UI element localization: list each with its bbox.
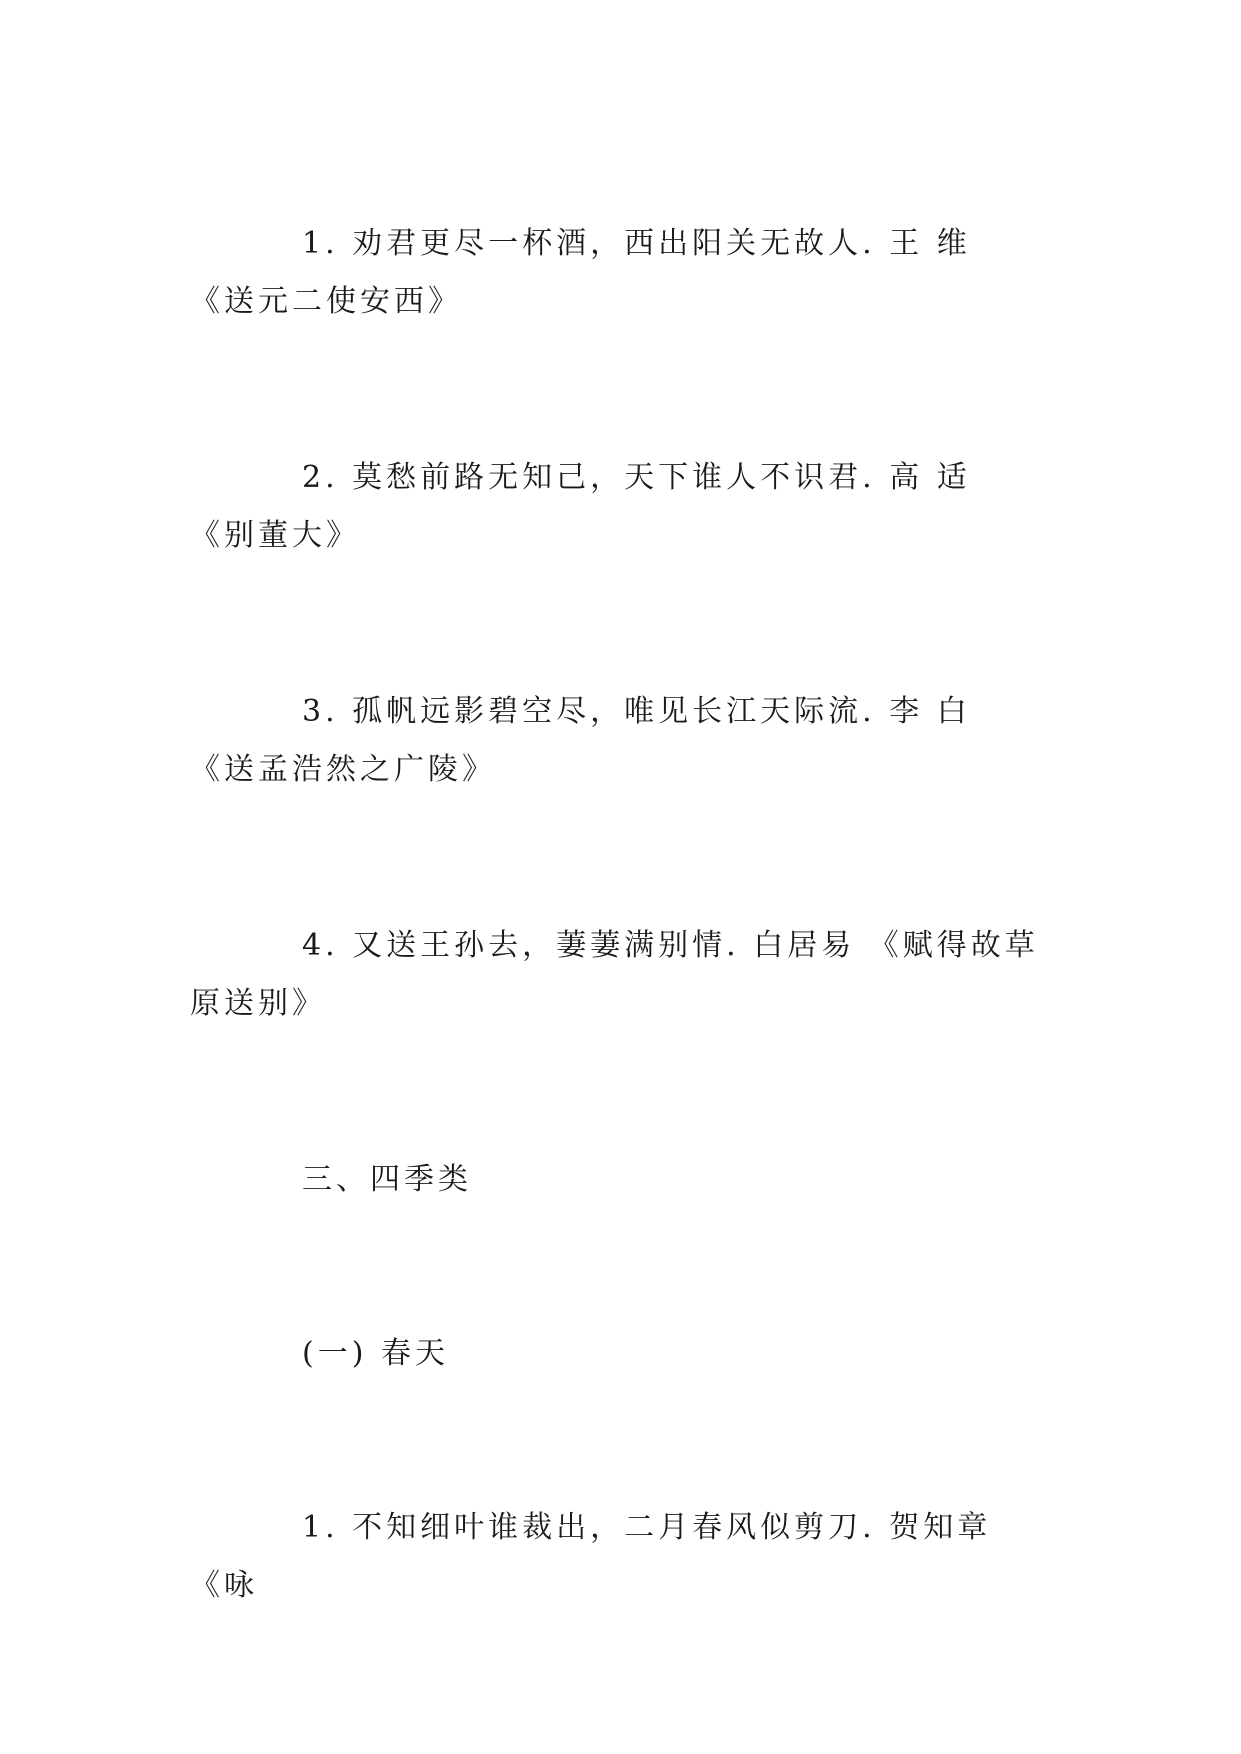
poem-line-4: 4. 又送王孙去，萋萋满别情. 白居易 《赋得故草原送别》 — [190, 928, 1039, 1021]
poem-line-1: 1. 劝君更尽一杯酒，西出阳关无故人. 王 维 《送元二使安西》 — [190, 226, 971, 319]
section-heading: 三、四季类 — [302, 1162, 472, 1197]
poem-line-3: 3. 孤帆远影碧空尽，唯见长江天际流. 李 白 《送孟浩然之广陵》 — [190, 694, 971, 787]
poem-line-2: 2. 莫愁前路无知己，天下谁人不识君. 高 适 《别董大》 — [190, 460, 971, 553]
spring-poem-line-1: 1. 不知细叶谁裁出，二月春风似剪刀. 贺知章 《咏 — [190, 1510, 992, 1603]
subsection-heading: (一) 春天 — [302, 1336, 449, 1371]
